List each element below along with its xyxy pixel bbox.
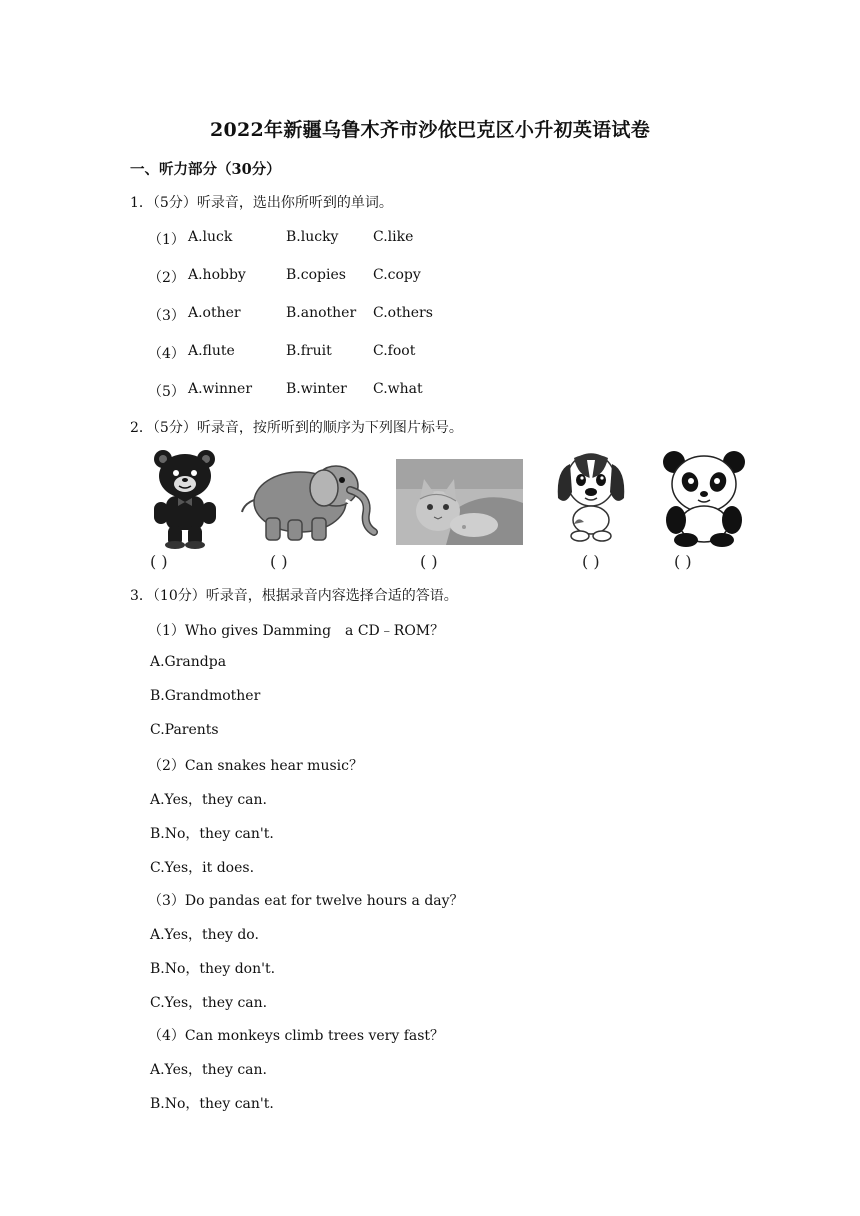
q3-item-1-option-b: B.Grandmother [150,688,261,704]
question-2-stem: 2．（5分）听录音，按所听到的顺序为下列图片标号。 [130,420,463,436]
q3-item-3-question: （3）Do pandas eat for twelve hours a day？ [148,893,464,909]
q1-row-1-option-c: C.like [373,229,414,245]
q3-item-1-question: （1）Who gives Damming a CD﹣ROM？ [148,623,445,639]
question-3-stem: 3．（10分）听录音，根据录音内容选择合适的答语。 [130,588,458,604]
picture-3-blank: ( ) [420,552,438,571]
q1-row-2-num: （2） [148,270,185,286]
q1-row-3-option-c: C.others [373,305,433,321]
q3-item-2-option-c: C.Yes，it does. [150,860,255,876]
q3-item-2-question: （2）Can snakes hear music？ [148,758,363,774]
q1-row-5-option-b: B.winter [286,381,347,397]
question-1-stem: 1．（5分）听录音，选出你所听到的单词。 [130,195,393,211]
q1-row-5-option-c: C.what [373,381,423,397]
q1-row-2-option-b: B.copies [286,267,346,283]
q3-item-3-option-b: B.No，they don't. [150,961,276,977]
q1-row-4-option-a: A.flute [188,343,235,359]
q3-item-4-option-a: A.Yes，they can. [150,1062,267,1078]
panda-icon [660,446,748,548]
q1-row-4-option-c: C.foot [373,343,416,359]
q3-item-2-option-a: A.Yes，they can. [150,792,267,808]
section-heading-listening: 一、听力部分（30分） [130,161,281,178]
q3-item-3-option-c: C.Yes，they can. [150,995,268,1011]
picture-2-blank: ( ) [270,552,288,571]
q1-row-4-option-b: B.fruit [286,343,332,359]
bear-icon [150,446,220,550]
q1-row-1-option-b: B.lucky [286,229,339,245]
q3-item-1-option-c: C.Parents [150,722,219,738]
q1-row-1-option-a: A.luck [188,229,233,245]
picture-4-blank: ( ) [582,552,600,571]
q3-item-1-option-a: A.Grandpa [150,654,227,670]
picture-1-blank: ( ) [150,552,168,571]
q3-item-4-question: （4）Can monkeys climb trees very fast？ [148,1028,445,1044]
q1-row-3-num: （3） [148,308,185,324]
q1-row-5-option-a: A.winner [188,381,253,397]
q1-row-3-option-b: B.another [286,305,357,321]
q3-item-4-option-b: B.No，they can't. [150,1096,274,1112]
q1-row-5-num: （5） [148,384,185,400]
dog-icon [552,446,630,544]
elephant-icon [238,452,378,544]
q3-item-3-option-a: A.Yes，they do. [150,927,259,943]
cat-photo [396,459,523,545]
page-title: 2022年新疆乌鲁木齐市沙依巴克区小升初英语试卷 [209,119,651,141]
q1-row-3-option-a: A.other [188,305,241,321]
q1-row-2-option-a: A.hobby [188,267,246,283]
q1-row-4-num: （4） [148,346,185,362]
picture-5-blank: ( ) [674,552,692,571]
q3-item-2-option-b: B.No，they can't. [150,826,274,842]
q1-row-2-option-c: C.copy [373,267,421,283]
q1-row-1-num: （1） [148,232,185,248]
